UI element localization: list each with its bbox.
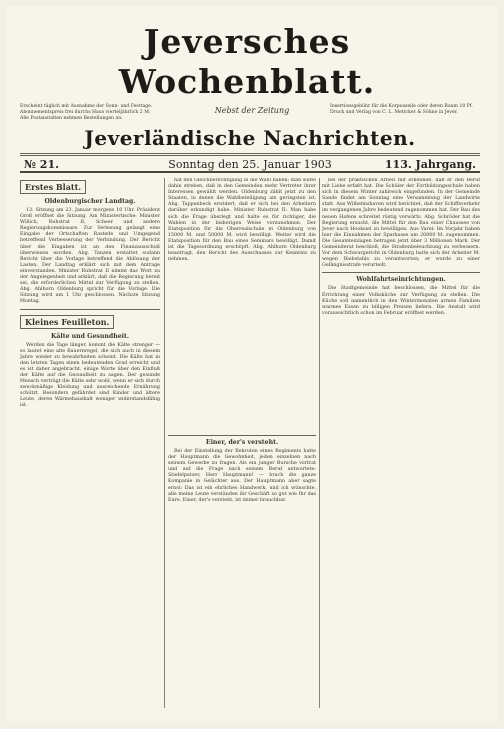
subscription-note: Erscheint täglich mit Ausnahme der Sonn- und Festtage. Abonnementspreis frei durchs Haus vierteljährlich 2 M. Alle Postanstalten nehmen Bestellungen an. [20,104,153,121]
anecdote-body: Bei der Einstellung der Rekruten eines Regiments hatte der Hauptmann die Gewohnheit, jeden einzelnen nach seinem Gewerbe zu fragen. Als ein junger Bursche vortrat und auf die Frage nach seinem Beruf antwortete: Stiefelputzer, Herr Hauptmann! — brach die ganze Kompanie in Gelächter aus. Der Hauptmann aber sagte ernst: Das ist ein ehrliches Handwerk, und ich wünschte, alle meine Leute verständen ihr Geschäft so gut wie Ihr das Eure. Einer, der's versteht, ist immer brauchbar. [168,449,316,503]
masthead-title: Jeversches Wochenblatt. [118,22,376,101]
article-heading: Oldenburgischer Landtag. [44,198,136,205]
column-2-lower [168,432,316,708]
article-body: Die Stadtgemeinde hat beschlossen, die Mittel für die Errichtung einer Volksküche zur Verfügung zu stellen. Die Küche soll namentlich in den Wintermonaten armen Familien warmes Essen zu billigen Preisen liefern. Die Anstalt wird voraussichtlich schon im Februar eröffnet werden. [322,286,480,316]
feuilleton-heading: Kleines Feuilleton. [20,315,114,329]
divider [322,272,480,273]
advertising-note: Insertionsgebühr für die Korpuszeile oder deren Raum 10 Pf. Druck und Verlag von C. L. Mettcker & Söhne in Jever. [330,104,473,115]
column-2 [168,178,316,428]
masthead-subtitle: Jeverländische Nachrichten. [84,126,416,150]
masthead-divider [20,150,480,154]
article-body: hat den Gleichberechtigung in die Wahl haben; man sollte dahin streben, daß in den Gemeinden mehr Vertreter ihrer Interessen gewählt werden. Oldenburg zählt jetzt zu den Staaten, in denen die Wahlbeteiligung am geringsten ist. Abg. Tappenbeck erwidert, daß er sich bei den Arbeitern darüber erkundigt habe. Minister Ruhstrat II: Man habe sich die Frage überlegt und halte es für richtiger, die Wahlen in der bisherigen Weise vorzunehmen. Der Etatsposition für die Oberrealschule in Oldenburg von 15000 M. und 50000 M. wird bewilligt. Weiter wird die Etatsposition für den Bau eines Seminars bewilligt. Damit ist die Tagesordnung erschöpft. Abg. Ahlhorn Oldenburg beantragt, den Bericht des Ausschusses zur Kenntnis zu nehmen. [168,178,316,263]
volume-year: 113. Jahrgang. [384,158,476,171]
divider [20,309,160,310]
divider [168,435,316,436]
column-1 [20,178,160,708]
issue-date: Sonntag den 25. Januar 1903 [168,158,332,171]
article-body: bei der praktischen Arbeit mit erkennen, daß er den Beruf mit Liebe erfaßt hat. Die Schüler der Fortbildungsschule haben sich in diesem Winter zahlreich eingefunden. In der Gemeinde Sande findet am Sonntag eine Versammlung der Landwirte statt. Aus Wilhelmshaven wird berichtet, daß der Schiffsverkehr im vergangenen Jahre bedeutend zugenommen hat. Der Bau des neuen Hafens schreitet rüstig vorwärts. Abg. Schröder hat die Regierung ersucht, die Mittel für den Bau einer Chaussee von Jever nach Hooksiel zu bewilligen. Aus Varel: Im Vorjahr haben hier die Einnahmen der Sparkasse um 20000 M. zugenommen. Die Gesamteinlagen betragen jetzt über 3 Millionen Mark. Der Gemeinderat beschloß, die Straßenbeleuchtung zu verbessern. Vor dem Schwurgericht in Oldenburg hatte sich der Arbeiter M. wegen Diebstahls zu verantworten; er wurde zu einer Gefängnisstrafe verurteilt. [322,178,480,269]
anecdote-heading: Einer, der's versteht. [205,439,279,446]
section-label: Erstes Blatt. [20,180,86,194]
column-3 [322,178,480,708]
column-rule [319,178,320,708]
feuilleton-body: Werden die Tage länger, kommt die Kälte strenger — so lautet eine alte Bauernregel, die sich auch in diesem Jahre wieder zu bewahrheiten scheint. Die Kälte hat in den letzten Tagen einen bedeutenden Grad erreicht und es ist daher angebracht, einige Worte über den Einfluß der Kälte auf die Gesundheit zu sagen. Der gesunde Mensch verträgt die Kälte sehr wohl, wenn er sich durch zweckmäßige Kleidung und ausreichende Ernährung schützt. Besonders gefährdet sind Kinder und ältere Leute, deren Wärmehaushalt weniger widerstandsfähig ist. [20,342,160,409]
column-rule [164,178,165,708]
feuilleton-title: Kälte und Gesundheit. [51,332,129,340]
supplement-note: Nebst der Zeitung [214,106,290,115]
issue-number: № 21. [24,158,59,171]
article-heading: Wohlfahrtseinrichtungen. [356,276,446,284]
article-body: 13. Sitzung am 23. Januar morgens 10 Uhr. Präsident Groß eröffnet die Sitzung. Am Ministertische: Minister Willich, Ruhstrat II, Scheer und andere Regierungskommissare. Zur Verlesung gelangt eine Eingabe der Ortschaften Rastede und Umgegend betreffend Verbesserung der Verbindung. Der Bericht über die Eingaben ist an den Finanzausschuß überwiesen worden. Abg. Tanzen erstattet sodann Bericht über die Vorlage betreffend die Ablösung der Lasten. Der Landtag erklärt sich mit dem Antrage einverstanden. Minister Ruhstrat II nimmt das Wort zu der Angelegenheit und erklärt, daß die Regierung bereit sei, die erforderlichen Mittel zur Verfügung zu stellen. Abg. Ahlhorn Oldenburg spricht für die Vorlage. Die Sitzung wird um 1 Uhr geschlossen. Nächste Sitzung Montag. [20,208,160,305]
dateline [20,155,480,173]
